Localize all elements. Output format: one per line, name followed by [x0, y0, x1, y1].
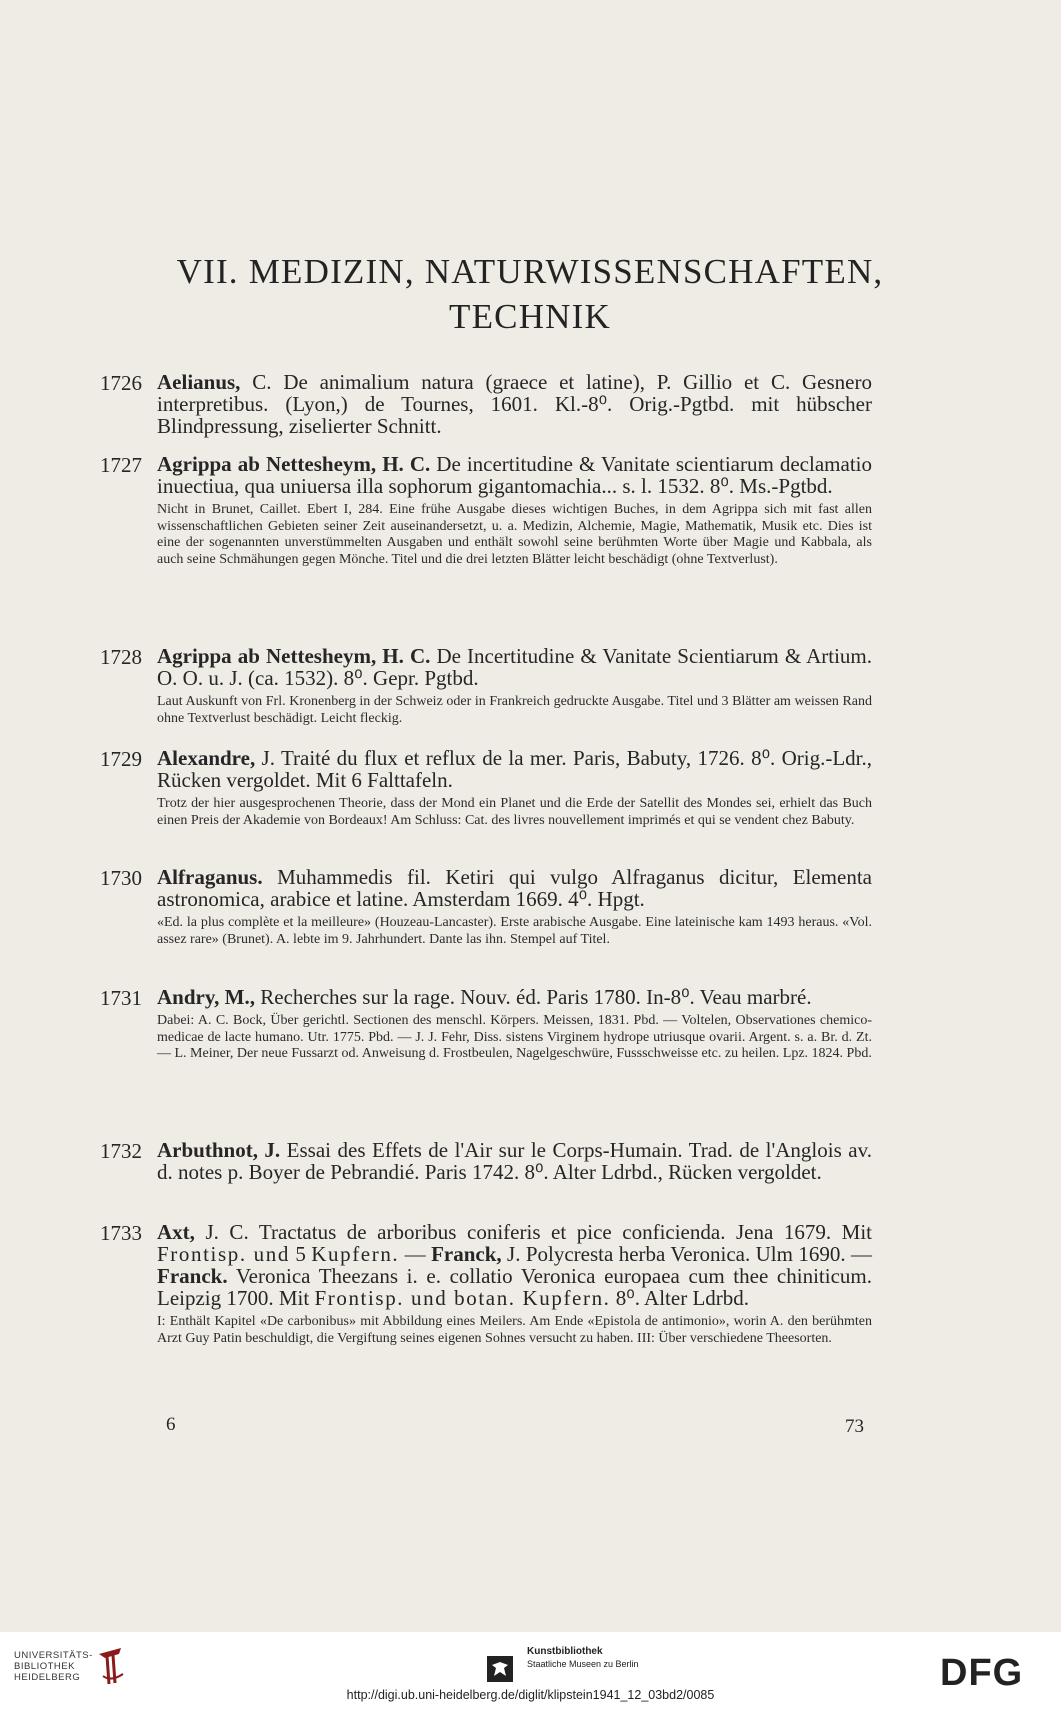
entry-heading: [157, 1139, 872, 1183]
entry-author: Franck,: [431, 1242, 502, 1266]
entry-number: 1733: [100, 1221, 142, 1245]
entry-text: De Incertitudine & Vanitate Scientiarum & Artium. O. O. u. J. (ca. 1532). 8⁰. Gepr. Pgtbd.: [157, 644, 872, 690]
entry-number: 1726: [100, 371, 142, 395]
entry-heading: [157, 645, 872, 689]
entry-text: De incertitudine & Vanitate scientiarum declamatio inuectiua, qua uniuersa illa sophorum gigantomachia... s. l. 1532. 8⁰. Ms.-Pgtbd.: [157, 452, 872, 498]
entry-text: J. Traité du flux et reflux de la mer. Paris, Babuty, 1726. 8⁰. Orig.-Ldr., Rücken vergoldet. Mit 6 Falttafeln.: [157, 746, 872, 792]
entry-text: J. Polycresta herba Veronica. Ulm 1690. —: [501, 1242, 872, 1266]
kunstbibliothek-subtitle: Staatliche Museen zu Berlin: [527, 1659, 639, 1669]
entry-text: —: [399, 1242, 432, 1266]
catalog-entry: [100, 1139, 872, 1183]
entry-number: 1731: [100, 986, 142, 1010]
entry-heading: [157, 1221, 872, 1309]
entry-number: 1727: [100, 453, 142, 477]
section-heading-line-1: VII. MEDIZIN, NATURWISSENSCHAFTEN,: [176, 252, 884, 291]
entry-number: 1732: [100, 1139, 142, 1163]
entry-heading: [157, 986, 872, 1008]
entry-heading: [157, 371, 872, 437]
university-library-logo[interactable]: [14, 1650, 93, 1683]
entry-author: Arbuthnot, J.: [157, 1138, 281, 1162]
eagle-icon: [487, 1656, 513, 1682]
entry-note: «Ed. la plus complète et la meilleure» (Houzeau-Lancaster). Erste arabische Ausgabe. Eine lateinische kam 1493 heraus. «Vol. assez rare» (Brunet). A. lebte im 9. Jahrhundert. Dante las ihn. Stempel auf Titel.: [157, 915, 872, 947]
entry-author: Agrippa ab Nettesheym, H. C.: [157, 644, 431, 668]
permalink-url[interactable]: http://digi.ub.uni-heidelberg.de/diglit/klipstein1941_12_03bd2/0085: [346, 1688, 715, 1702]
entry-text: 8⁰. Alter Ldrbd.: [610, 1286, 750, 1310]
catalog-entry: [100, 645, 872, 727]
entry-note: Dabei: A. C. Bock, Über gerichtl. Sectionen des menschl. Körpers. Meissen, 1831. Pbd. — Voltelen, Observationes chemico-medicae de lacte humano. Utr. 1775. Pbd. — J. J. Fehr, Diss. sistens Virginem hydrope utriusque ovarii. Argent. s. a. Br. d. Zt. — L. Meiner, Der neue Fussarzt od. Anweisung d. Frostbeulen, Nagelgeschwüre, Fussschweisse etc. zu heilen. Lpz. 1824. Pbd.: [157, 1013, 872, 1061]
entry-number: 1728: [100, 645, 142, 669]
university-emblem-icon: [95, 1646, 129, 1686]
catalog-entry: [100, 747, 872, 829]
entry-author: Aelianus,: [157, 370, 241, 394]
spaced-text: Kupfern.: [311, 1242, 400, 1266]
entry-author: Alfraganus.: [157, 865, 263, 889]
catalog-entry: [100, 986, 872, 1063]
entry-text: J. C. Tractatus de arboribus coniferis et pice conficienda. Jena 1679. Mit: [194, 1220, 872, 1244]
university-line-3: HEIDELBERG: [14, 1672, 81, 1683]
entry-text: 5: [289, 1242, 312, 1266]
entry-author: Axt,: [157, 1220, 195, 1244]
entry-note: Laut Auskunft von Frl. Kronenberg in der Schweiz oder in Frankreich gedruckte Ausgabe. Titel und 3 Blätter am weissen Rand ohne Textverlust beschädigt. Leicht fleckig.: [157, 694, 872, 726]
entry-author: Alexandre,: [157, 746, 256, 770]
entry-note: I: Enthält Kapitel «De carbonibus» mit Abbildung eines Meilers. Am Ende «Epistola de antimonio», worin A. den berühmten Arzt Guy Patin beschuldigt, die Vergiftung seines eigenen Sohnes versucht zu haben. III: Über verschiedene Theesorten.: [157, 1314, 872, 1346]
entry-number: 1730: [100, 866, 142, 890]
section-heading-line-2: TECHNIK: [449, 297, 611, 336]
kunstbibliothek-name: Kunstbibliothek: [527, 1646, 603, 1657]
entry-note: Nicht in Brunet, Caillet. Ebert I, 284. Eine frühe Ausgabe dieses wichtigen Buches, in dem Agrippa sich mit fast allen wissenschaftlichen Gebieten seiner Zeit auseinandersetzt, u. a. Medizin, Alchemie, Magie, Mathematik, Musik etc. Dies ist eine der sogenannten unverstümmelten Ausgaben und enthält sowohl seine berühmten Worte über Magie und Kabbala, als auch seine Schmähungen gegen Mönche. Titel und die drei letzten Blätter leicht beschädigt (ohne Textverlust).: [157, 502, 872, 567]
signature-mark: 6: [166, 1414, 176, 1435]
digitization-footer: [0, 1632, 1061, 1711]
spaced-text: Frontisp. und botan. Kupfern.: [314, 1286, 611, 1310]
entry-heading: [157, 453, 872, 497]
entry-author: Franck.: [157, 1264, 228, 1288]
entry-number: 1729: [100, 747, 142, 771]
entry-heading: [157, 866, 872, 910]
entry-heading: [157, 747, 872, 791]
entry-text: Veronica Theezans i. e. collatio Veronica europaea cum thee chiniticum. Leipzig 1700. Mit: [157, 1264, 872, 1310]
dfg-logo[interactable]: DFG: [940, 1652, 1024, 1694]
entry-text: Muhammedis fil. Ketiri qui vulgo Alfraganus dicitur, Elementa astronomica, arabice et latine. Amsterdam 1669. 4⁰. Hpgt.: [157, 865, 872, 911]
entry-author: Andry, M.,: [157, 985, 256, 1009]
spaced-text: Frontisp. und: [157, 1242, 290, 1266]
page-number: 73: [845, 1416, 864, 1437]
entry-text: Essai des Effets de l'Air sur le Corps-Humain. Trad. de l'Anglois av. d. notes p. Boyer de Pebrandié. Paris 1742. 8⁰. Alter Ldrbd., Rücken vergoldet.: [157, 1138, 872, 1184]
catalog-entry: [100, 866, 872, 948]
catalog-entry: [100, 1221, 872, 1347]
entry-text: C. De animalium natura (graece et latine), P. Gillio et C. Gesnero interpretibus. (Lyon,) de Tournes, 1601. Kl.-8⁰. Orig.-Pgtbd. mit hübscher Blindpressung, ziselierter Schnitt.: [157, 370, 872, 438]
entry-author: Agrippa ab Nettesheym, H. C.: [157, 452, 431, 476]
catalog-entry: [100, 453, 872, 568]
catalog-entry: [100, 371, 872, 437]
entry-text: Recherches sur la rage. Nouv. éd. Paris 1780. In-8⁰. Veau marbré.: [255, 985, 812, 1009]
entry-note: Trotz der hier ausgesprochenen Theorie, dass der Mond ein Planet und die Erde der Satellit des Mondes sei, erhielt das Buch einen Preis der Akademie von Bordeaux! Am Schluss: Cat. des livres nouvellement imprimés et qui se vendent chez Babuty.: [157, 796, 872, 828]
university-line-2: BIBLIOTHEK: [14, 1661, 75, 1672]
university-line-1: UNIVERSITÄTS-: [14, 1650, 93, 1661]
